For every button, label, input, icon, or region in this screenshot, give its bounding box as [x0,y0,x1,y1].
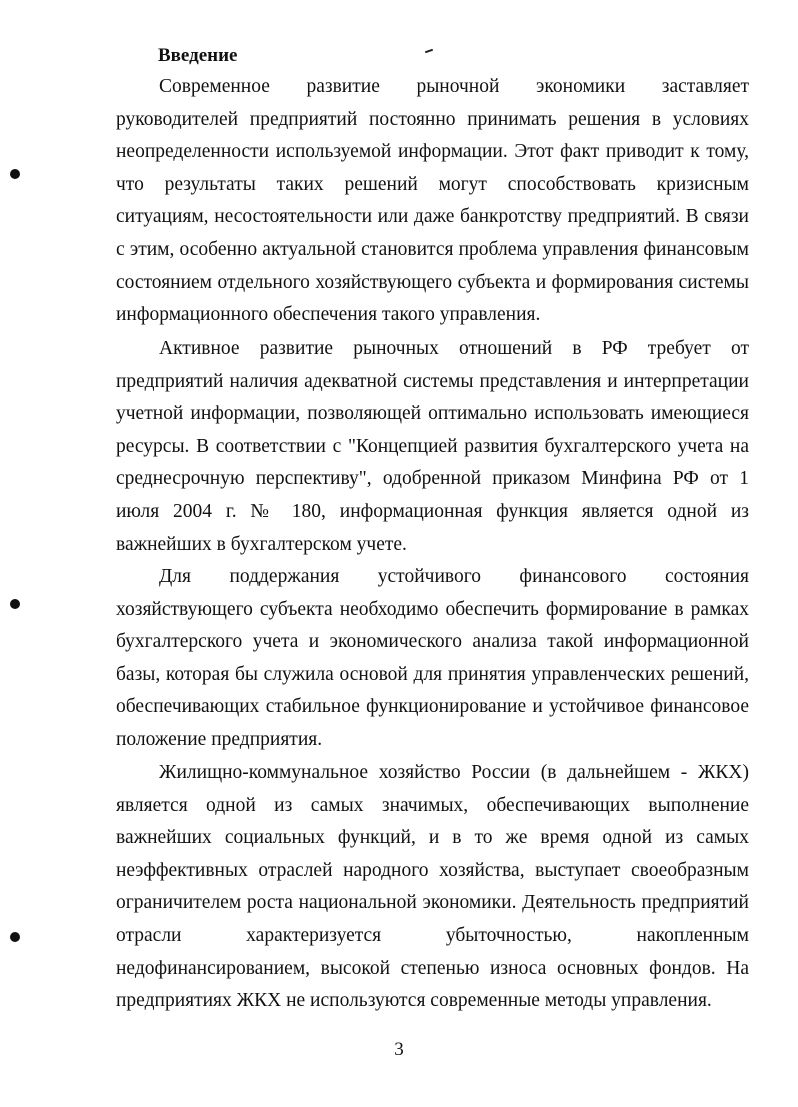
punch-hole-mark [10,932,20,942]
paragraph: Для поддержания устойчивого финансового состояния хозяйствующего субъекта необходимо обеспечить формирование в рамках бухгалтерского учета и экономического анализа такой информационной базы, которая бы служила основой для принятия управленческих решений, обеспечивающих стабильное функционирование и устойчивое финансовое положение предприятия. [116,566,749,750]
section-heading: Введение [158,45,238,66]
punch-hole-mark [10,169,20,179]
paragraph: Современное развитие рыночной экономики заставляет руководителей предприятий постоянно принимать решения в условиях неопределенности используемой информации. Этот факт приводит к тому, что результаты таких решений могут способствовать кризисным ситуациям, несостоятельности или даже банкротству предприятий. В связи с этим, особенно актуальной становится проблема управления финансовым состоянием отдельного хозяйствующего субъекта и формирования системы информационного обеспечения такого управления. [116,76,749,326]
punch-hole-mark [10,599,20,609]
scan-mark [425,49,433,54]
page-number: 3 [394,1039,404,1060]
paragraph: Активное развитие рыночных отношений в РФ требует от предприятий наличия адекватной системы представления и интерпретации учетной информации, позволяющей оптимально использовать имеющиеся ресурсы. В соответствии с "Концепцией развития бухгалтерского учета на среднесрочную перспективу", одобренной приказом Минфина РФ от 1 июля 2004 г. № 180, информационная функция является одной из важнейших в бухгалтерском учете. [116,338,749,555]
paragraph: Жилищно-коммунальное хозяйство России (в дальнейшем - ЖКХ) является одной из самых значимых, обеспечивающих выполнение важнейших социальных функций, и в то же время одной из самых неэффективных отраслей народного хозяйства, выступает своеобразным ограничителем роста национальной экономики. Деятельность предприятий отрасли характеризуется убыточностью, накопленным недофинансированием, высокой степенью износа основных фондов. На предприятиях ЖКХ не используются современные методы управления. [116,762,749,1012]
